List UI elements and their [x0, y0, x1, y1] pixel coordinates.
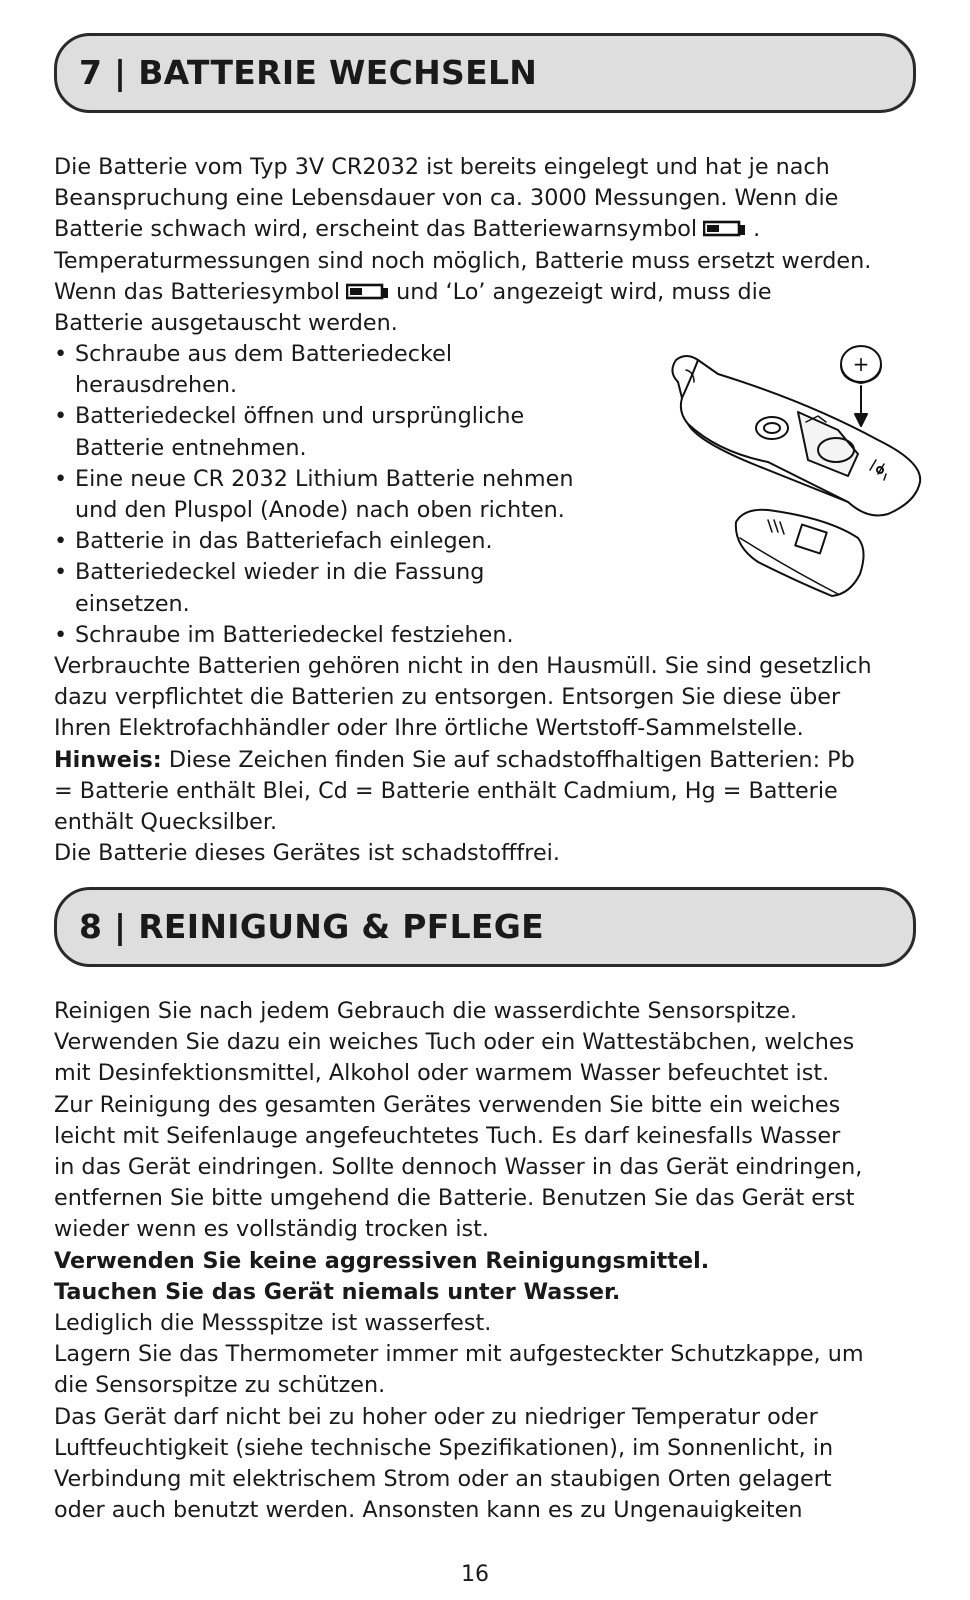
text-line: enthält Quecksilber. — [54, 809, 278, 836]
text-line: Verbrauchte Batterien gehören nicht in den Hausmüll. Sie sind gesetzlich — [54, 653, 872, 679]
section-8-title: 8 | REINIGUNG & PFLEGE — [79, 907, 544, 946]
list-item — [54, 557, 574, 619]
text-line — [54, 214, 871, 245]
list-item — [54, 339, 574, 401]
warning-text: Verwenden Sie keine aggressiven Reinigungsmittel. — [54, 1247, 710, 1274]
section-7-header — [54, 33, 916, 113]
list-item-line: einsetzen. — [75, 590, 190, 617]
list-item-line: • Schraube aus dem Batteriedeckel — [75, 341, 453, 367]
text-line — [54, 277, 871, 308]
list-item-line: • Eine neue CR 2032 Lithium Batterie nehmen — [75, 465, 574, 492]
warning-line — [54, 1277, 864, 1308]
text-line: leicht mit Seifenlauge angefeuchtetes Tuch. Es darf keinesfalls Wasser — [54, 1122, 841, 1149]
text-line: dazu verpflichtet die Batterien zu entsorgen. Entsorgen Sie diese über — [54, 684, 841, 711]
text-line: = Batterie enthält Blei, Cd = Batterie enthält Cadmium, Hg = Batterie — [54, 777, 838, 804]
list-item — [54, 401, 574, 463]
text-fragment: Wenn das Batteriesymbol — [54, 278, 341, 305]
text-line: Verwenden Sie dazu ein weiches Tuch oder ein Wattestäbchen, welches — [54, 1029, 855, 1056]
text-line: Lagern Sie das Thermometer immer mit aufgesteckter Schutzkappe, um — [54, 1341, 864, 1368]
warning-line — [54, 1246, 864, 1277]
section-8-header — [54, 887, 916, 967]
text-line: Beanspruchung eine Lebensdauer von ca. 3000 Messungen. Wenn die — [54, 185, 839, 212]
thermometer-battery-illustration — [648, 342, 938, 608]
page-number: 16 — [461, 1562, 489, 1587]
text-fragment: und ‘Lo’ angezeigt wird, muss die — [396, 278, 772, 305]
list-item-line: • Batteriedeckel wieder in die Fassung — [75, 559, 485, 586]
section-8-body — [54, 996, 864, 1526]
text-line: oder auch benutzt werden. Ansonsten kann es zu Ungenauigkeiten — [54, 1497, 803, 1524]
text-fragment: . — [753, 216, 761, 243]
text-line: Reinigen Sie nach jedem Gebrauch die wasserdichte Sensorspitze. — [54, 998, 798, 1024]
list-item-line: herausdrehen. — [75, 372, 238, 399]
section-7-intro — [54, 152, 871, 339]
text-line: Zur Reinigung des gesamten Gerätes verwenden Sie bitte ein weiches — [54, 1091, 841, 1118]
list-item — [54, 620, 574, 651]
text-fragment: Diese Zeichen finden Sie auf schadstoffhaltigen Batterien: Pb — [161, 746, 855, 773]
warning-text: Tauchen Sie das Gerät niemals unter Wasser. — [54, 1278, 621, 1305]
list-item-line: Batterie entnehmen. — [75, 434, 307, 461]
text-line: Temperaturmessungen sind noch möglich, Batterie muss ersetzt werden. — [54, 247, 872, 274]
text-line: Die Batterie dieses Gerätes ist schadstofffrei. — [54, 840, 560, 867]
battery-low-icon — [703, 220, 749, 237]
text-line: Batterie ausgetauscht werden. — [54, 310, 398, 337]
list-item-line: • Batterie in das Batteriefach einlegen. — [75, 528, 493, 555]
list-item — [54, 464, 574, 526]
battery-empty-icon — [346, 283, 392, 300]
section-7-title: 7 | BATTERIE WECHSELN — [79, 53, 538, 92]
text-line: wieder wenn es vollständig trocken ist. — [54, 1216, 489, 1243]
list-item-line: • Batteriedeckel öffnen und ursprüngliche — [75, 403, 525, 430]
text-line: die Sensorspitze zu schützen. — [54, 1372, 386, 1399]
text-line: Das Gerät darf nicht bei zu hoher oder zu niedriger Temperatur oder — [54, 1403, 818, 1430]
text-line: entfernen Sie bitte umgehend die Batterie. Benutzen Sie das Gerät erst — [54, 1185, 855, 1212]
text-line — [54, 745, 872, 776]
list-item-line: und den Pluspol (Anode) nach oben richten. — [75, 497, 565, 524]
text-fragment: Batterie schwach wird, erscheint das Batteriewarnsymbol — [54, 216, 698, 243]
list-item — [54, 526, 574, 557]
text-line: in das Gerät eindringen. Sollte dennoch Wasser in das Gerät eindringen, — [54, 1154, 863, 1181]
text-line: Luftfeuchtigkeit (siehe technische Spezifikationen), im Sonnenlicht, in — [54, 1434, 834, 1461]
battery-plus-label: + — [852, 352, 870, 376]
text-line: Ihren Elektrofachhändler oder Ihre örtliche Wertstoff-Sammelstelle. — [54, 715, 804, 742]
note-label: Hinweis: — [54, 746, 162, 773]
battery-steps-list — [54, 339, 574, 651]
section-7-disposal — [54, 651, 872, 869]
text-line: Die Batterie vom Typ 3V CR2032 ist bereits eingelegt und hat je nach — [54, 154, 830, 180]
text-line: Verbindung mit elektrischem Strom oder an staubigen Orten gelagert — [54, 1466, 832, 1493]
text-line: Lediglich die Messspitze ist wasserfest. — [54, 1310, 492, 1337]
text-line: mit Desinfektionsmittel, Alkohol oder warmem Wasser befeuchtet ist. — [54, 1060, 830, 1087]
list-item-line: • Schraube im Batteriedeckel festziehen. — [75, 621, 514, 648]
